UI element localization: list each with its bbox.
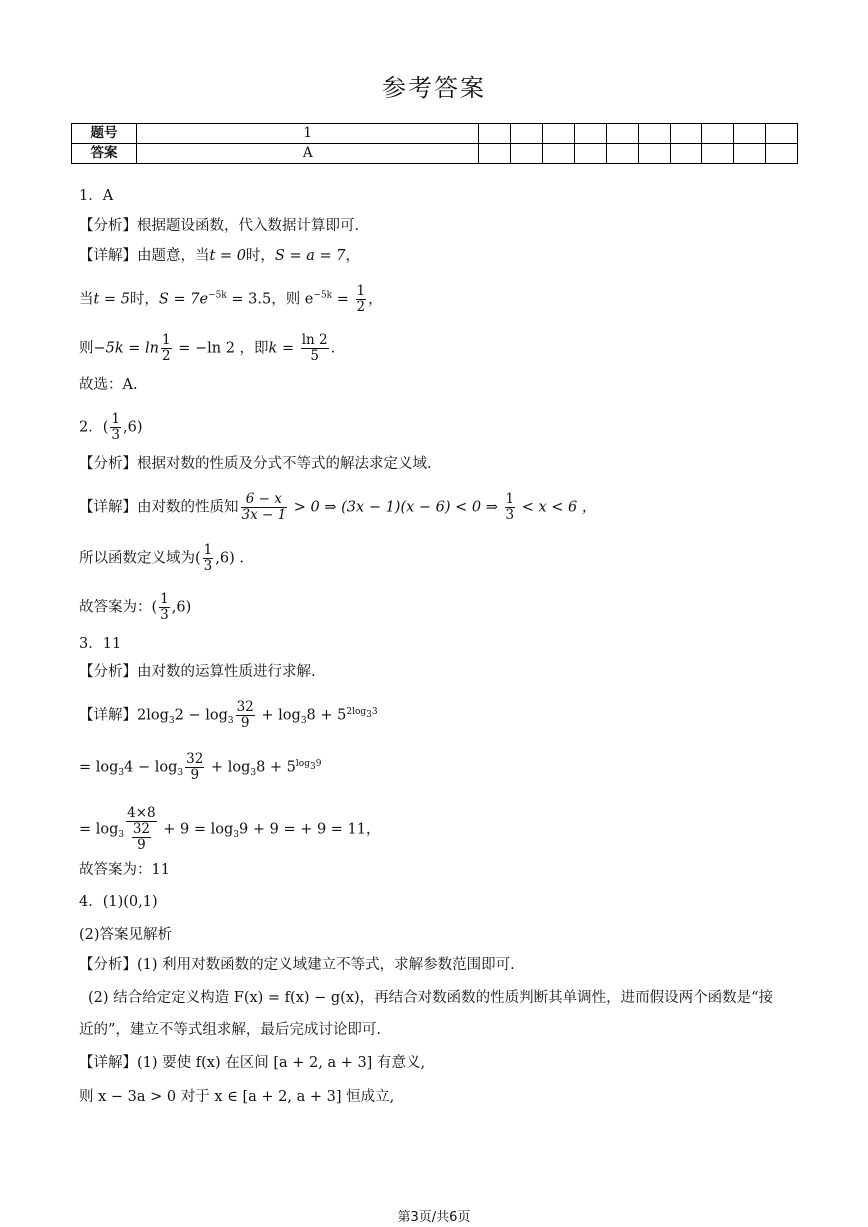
q1-detail-text: 时， <box>245 248 275 264</box>
q4-part-2: (2)答案见解析 <box>79 927 173 943</box>
answer-table-answer-cell <box>734 144 766 164</box>
q3-fraction-32-9 <box>185 752 204 783</box>
q3-text: + log <box>256 707 301 724</box>
q4-analysis-1: 【分析】(1) 利用对数函数的定义域建立不等式，求解参数范围即可. <box>79 957 515 973</box>
q3-detail-line-2 <box>79 752 321 783</box>
q2-answer <box>79 592 191 623</box>
q2-text: 故答案为：( <box>79 599 158 616</box>
q1-heading: 1．A <box>79 188 114 204</box>
fraction-denominator: 3 <box>160 606 169 623</box>
q1-detail-text: 【详解】由题意，当 <box>79 248 210 264</box>
q3-text: ， <box>366 821 381 838</box>
answer-table-answer-cell <box>670 144 702 164</box>
q3-compound-fraction <box>126 806 157 853</box>
exponent-text: 2log <box>346 706 367 717</box>
q1-detail-line-1 <box>79 246 360 266</box>
answer-table-number-cell <box>543 124 575 144</box>
page-title: 参考答案 <box>382 74 486 102</box>
q2-third-fraction <box>505 492 516 523</box>
fraction-numerator: 32 <box>236 699 254 715</box>
fraction-denominator: 9 <box>240 714 250 731</box>
log-base: 3 <box>118 768 125 779</box>
log-base: 3 <box>118 830 125 841</box>
fraction-denominator: 3 <box>111 426 120 443</box>
answer-table-answer-cell <box>511 144 543 164</box>
q1-text: ，则 e <box>271 291 314 308</box>
q2-analysis: 【分析】根据对数的性质及分式不等式的解法求定义域. <box>79 456 432 472</box>
answer-table-number-cell <box>766 124 798 144</box>
q1-detail-line-3 <box>79 333 335 364</box>
fraction-denominator: 3 <box>505 506 515 523</box>
q3-text: 2 − log <box>174 707 228 724</box>
q1-s-eq: S = a = 7 <box>274 248 346 264</box>
q3-answer: 故答案为：11 <box>79 862 170 878</box>
q3-text: 【详解】2log <box>79 707 169 724</box>
q1-half-fraction <box>161 333 172 364</box>
q1-k-eq: k = <box>268 340 299 357</box>
q2-inequality-fraction <box>241 492 288 523</box>
answer-table <box>71 123 798 164</box>
answer-table-number-cell <box>638 124 670 144</box>
q3-text: 8 + 5 <box>306 707 347 724</box>
answer-table-answer-cell <box>702 144 734 164</box>
q3-analysis: 【分析】由对数的运算性质进行求解. <box>79 664 316 680</box>
q1-s-val: = 3.5 <box>226 291 272 308</box>
q4-detail-1: 【详解】(1) 要使 f(x) 在区间 [a + 2, a + 3] 有意义, <box>79 1055 426 1071</box>
q3-heading: 3．11 <box>79 636 122 652</box>
fraction-numerator: 32 <box>186 751 204 767</box>
q2-domain <box>79 543 244 574</box>
answer-table-number-cell <box>574 124 606 144</box>
q2-text: 【详解】由对数的性质知 <box>79 499 239 516</box>
fraction-denominator <box>126 822 157 853</box>
log-base: 3 <box>233 830 240 841</box>
answer-table-number-cell <box>511 124 543 144</box>
q2-expr: > 0 ⇒ (3x − 1)(x − 6) < 0 ⇒ <box>289 499 503 516</box>
answer-table-number-cell <box>734 124 766 144</box>
fraction-numerator: 1 <box>356 283 366 299</box>
q1-detail-text: ， <box>345 248 360 264</box>
answer-table-answer-cell: A <box>137 144 479 164</box>
q3-text: + 9 = log <box>158 821 234 838</box>
q3-fraction-32-9 <box>132 822 151 853</box>
fraction-denominator: 3 <box>203 557 213 574</box>
q1-expr: −5k = ln <box>93 340 160 357</box>
q1-t5: t = 5 <box>93 291 130 308</box>
log-base: 3 <box>366 709 372 720</box>
q2-detail <box>79 492 596 523</box>
fraction-numerator: 1 <box>111 411 120 427</box>
q2-heading <box>79 412 142 443</box>
log-base: 3 <box>177 768 184 779</box>
q1-analysis: 【分析】根据题设函数，代入数据计算即可. <box>79 218 360 234</box>
answer-table-answer-row <box>72 144 798 164</box>
q2-third-fraction <box>110 412 121 443</box>
log-base: 3 <box>250 768 257 779</box>
q4-heading: 4．(1)(0,1) <box>79 894 158 910</box>
q1-s-exp: S = 7e <box>158 291 209 308</box>
q2-text: 所以函数定义域为( <box>79 550 201 567</box>
fraction-denominator: 3x − 1 <box>241 506 287 523</box>
log-base: 3 <box>227 716 234 727</box>
fraction-numerator: 6 − x <box>241 492 288 508</box>
log-base: 3 <box>168 716 175 727</box>
q3-text: = log <box>79 821 119 838</box>
page-footer: 第3页/共6页 <box>397 1210 471 1225</box>
q1-exponent: −5k <box>313 290 333 301</box>
answer-table-number-row <box>72 124 798 144</box>
exponent-text: 9 <box>315 758 322 769</box>
answer-table-header-label: 题号 <box>72 124 137 144</box>
q1-text: = <box>332 291 354 308</box>
answer-table-number-cell <box>479 124 511 144</box>
answer-table-answer-cell <box>543 144 575 164</box>
q2-third-fraction <box>203 543 214 574</box>
q1-t0: t = 0 <box>209 248 246 264</box>
answer-table-answer-cell <box>606 144 638 164</box>
q1-text: ， <box>368 291 383 308</box>
answer-table-answer-cell <box>479 144 511 164</box>
q1-text: 当 <box>79 291 94 308</box>
fraction-denominator: 9 <box>190 766 200 783</box>
q3-text: + log <box>206 759 251 776</box>
q1-ln2-fraction <box>301 333 329 364</box>
fraction-numerator: 1 <box>160 591 169 607</box>
answer-table-number-cell <box>670 124 702 144</box>
log-base: 3 <box>309 761 316 772</box>
q2-third-fraction <box>159 592 170 623</box>
q3-text: = log <box>79 759 119 776</box>
fraction-numerator: 1 <box>505 491 515 507</box>
q3-fraction-32-9 <box>236 700 255 731</box>
fraction-numerator: ln 2 <box>301 332 328 348</box>
answer-table-number-cell <box>702 124 734 144</box>
fraction-denominator: 9 <box>137 836 146 853</box>
q2-text: ,6) . <box>215 550 244 567</box>
answer-table-answer-cell <box>574 144 606 164</box>
q4-analysis-3: 近的”，建立不等式组求解，最后完成讨论即可. <box>79 1022 382 1038</box>
exponent-text: log <box>295 758 310 769</box>
q1-text: = −ln 2 ，即 <box>173 340 269 357</box>
fraction-denominator: 2 <box>356 298 366 315</box>
q4-analysis-2: (2) 结合给定定义构造 F(x) = f(x) − g(x)，再结合对数函数的性质判断其单调性，进而假设两个函数是“接 <box>88 990 774 1006</box>
q3-text: 4 − log <box>124 759 178 776</box>
fraction-numerator: 1 <box>203 542 213 558</box>
q1-text: 时， <box>129 291 159 308</box>
q1-detail-line-2 <box>79 284 383 315</box>
q3-text: 8 + 5 <box>256 759 296 776</box>
answer-table-answer-cell <box>766 144 798 164</box>
q4-detail-2: 则 x − 3a > 0 对于 x ∈ [a + 2, a + 3] 恒成立, <box>79 1089 395 1105</box>
q2-expr: < x < 6 ， <box>517 499 597 516</box>
q2-text: ,6) <box>122 419 143 436</box>
answer-table-number-cell: 1 <box>137 124 479 144</box>
q3-text: 9 + 9 = + 9 = 11 <box>239 821 367 838</box>
q1-choice: 故选：A. <box>79 377 138 393</box>
q1-text: 则 <box>79 340 94 357</box>
q1-text: . <box>330 340 336 357</box>
fraction-numerator: 32 <box>132 820 150 837</box>
answer-table-number-cell <box>606 124 638 144</box>
fraction-denominator: 5 <box>310 347 319 364</box>
fraction-numerator: 1 <box>162 332 171 348</box>
q2-text: ,6) <box>171 599 192 616</box>
fraction-denominator: 2 <box>162 347 171 364</box>
fraction-numerator: 4×8 <box>127 805 156 821</box>
log-base: 3 <box>300 716 307 727</box>
answer-table-answer-label: 答案 <box>72 144 137 164</box>
q2-text: 2．( <box>79 419 109 436</box>
answer-table-answer-cell <box>638 144 670 164</box>
q1-exponent: −5k <box>208 290 227 301</box>
q1-half-fraction <box>356 284 367 315</box>
q3-detail-line-3 <box>79 806 381 853</box>
q3-detail-line-1: 【详解】$2\log_32 - \log_3$ $\frac{32}{9}$ + $\log_38 + 5^{2log_33}$ <box>79 699 378 731</box>
